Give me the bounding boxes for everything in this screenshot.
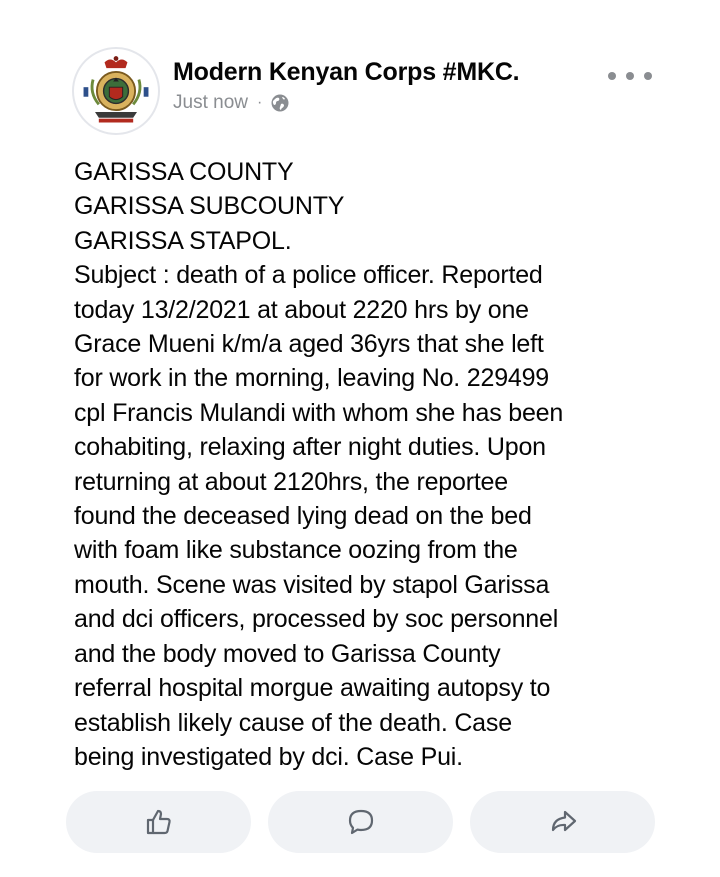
post-line: cpl Francis Mulandi with whom she has been <box>74 398 564 427</box>
comment-button[interactable] <box>268 791 453 853</box>
post-line: Subject : death of a police officer. Reported <box>74 261 543 290</box>
post-line: today 13/2/2021 at about 2220 hrs by one <box>74 295 529 324</box>
more-dots-icon <box>608 72 616 80</box>
police-crest-logo <box>74 49 158 133</box>
post-line: mouth. Scene was visited by stapol Garissa <box>74 570 550 599</box>
post-line: referral hospital morgue awaiting autopsy to <box>74 674 551 703</box>
post-timestamp[interactable]: Just now <box>173 92 248 113</box>
post-line: and the body moved to Garissa County <box>74 639 501 668</box>
post-line: GARISSA STAPOL. <box>74 226 292 255</box>
post-line: returning at about 2120hrs, the reportee <box>74 467 508 496</box>
post-line: establish likely cause of the death. Case <box>74 708 512 737</box>
post-actions <box>66 791 656 853</box>
post-line: with foam like substance oozing from the <box>74 536 518 565</box>
post-line: for work in the morning, leaving No. 229499 <box>74 364 550 393</box>
like-button[interactable] <box>66 791 251 853</box>
post-line: GARISSA COUNTY <box>74 158 294 186</box>
thumbs-up-icon <box>144 807 174 837</box>
globe-icon <box>270 93 290 113</box>
post-line: being investigated by dci. Case Pui. <box>74 742 463 771</box>
post-body <box>74 155 674 774</box>
more-dots-icon <box>626 72 634 80</box>
share-button[interactable] <box>470 791 655 853</box>
post-meta <box>173 92 290 114</box>
more-dots-icon <box>644 72 652 80</box>
meta-separator: · <box>256 94 263 111</box>
share-icon <box>548 807 578 837</box>
post-line: Grace Mueni k/m/a aged 36yrs that she left <box>74 330 544 359</box>
more-options-button[interactable] <box>608 64 652 88</box>
page-avatar[interactable] <box>72 47 160 135</box>
post-line: and dci officers, processed by soc personnel <box>74 605 559 634</box>
page-name[interactable]: Modern Kenyan Corps #MKC. <box>173 58 520 86</box>
post-line: cohabiting, relaxing after night duties. Upon <box>74 433 546 462</box>
post-line: found the deceased lying dead on the bed <box>74 502 532 531</box>
comment-icon <box>346 807 376 837</box>
post-line: GARISSA SUBCOUNTY <box>74 192 345 221</box>
